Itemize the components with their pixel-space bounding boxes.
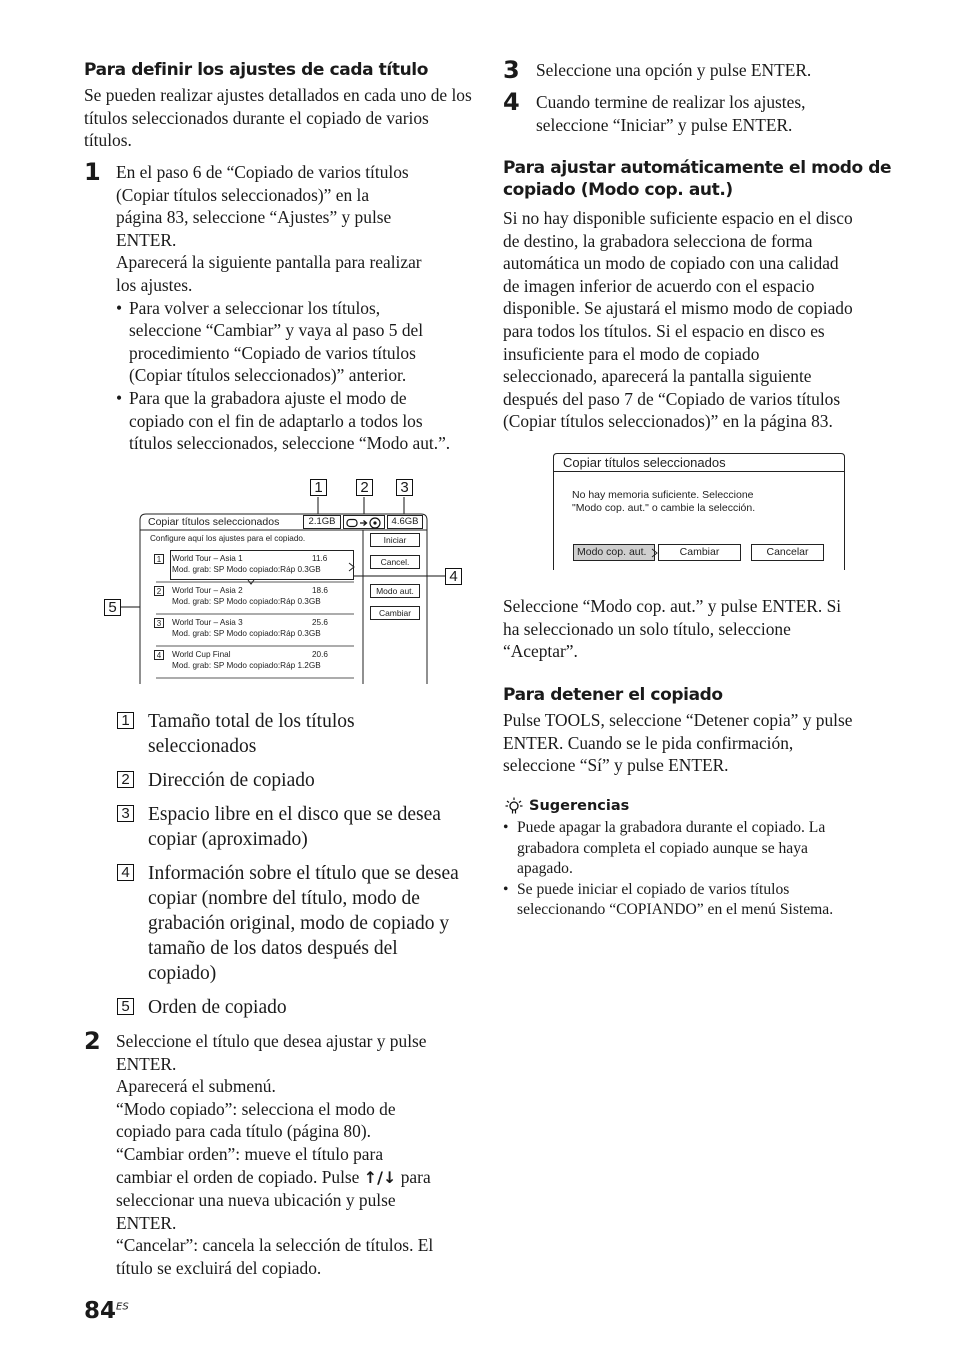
step-1-bullet-1: • Para volver a seleccionar los títulos, seleccione “Cambiar” y vaya al paso 5 del procedimiento “Copiado de varios títulos (Copiar títulos seleccionados)” anterior. <box>116 297 476 387</box>
step-1-bullet-2: • Para que la grabadora ajuste el modo de copiado con el fin de adaptarlo a todos los títulos seleccionados, seleccione “Modo aut.”. <box>116 387 476 455</box>
step-2-number: 2 <box>84 1027 101 1055</box>
callout-2: 2 <box>356 479 373 496</box>
dialog-title: Copiar títulos seleccionados <box>563 455 726 470</box>
modo-cop-aut-button[interactable]: Modo cop. aut. <box>573 544 655 561</box>
callout-1: 1 <box>310 479 327 496</box>
step-1-number: 1 <box>84 158 101 186</box>
lightbulb-icon <box>505 797 523 815</box>
callout-4: 4 <box>445 568 462 585</box>
legend-item-4: 4 Información sobre el título que se desea copiar (nombre del título, modo de grabación original, modo de copiado y tamaño de los datos después del copiado) <box>117 861 472 989</box>
step-2-text: Seleccione el título que desea ajustar y pulse ENTER. Aparecerá el submenú. “Modo copiado”: selecciona el modo de copiado para cada título (página 80). “Cambiar orden”: mueve el título para cambiar el orden de copiado. Pulse ↑/↓ para seleccionar una nueva ubicación y pulse ENTER. “Cancelar”: cancela la selección de títulos. El título se excluirá del copiado. <box>116 1031 434 1278</box>
up-down-arrows-icon: ↑/↓ <box>363 1167 397 1187</box>
copy-settings-screen <box>96 470 476 690</box>
auto-mode-paragraph: Si no hay disponible suficiente espacio en el disco de destino, la grabadora selecciona de forma automática un modo de copiado con una calidad de imagen inferior de acuerdo con el espacio disponible. Se ajustará el mismo modo de copiado para todos los títulos. Si el espacio en disco es insuficiente para el modo de copiado seleccionado, aparecerá la pantalla siguiente después del paso 7 de “Copiado de varios títulos (Copiar títulos seleccionados)” en la página 83. <box>503 208 853 432</box>
tips-title: Sugerencias <box>529 798 630 814</box>
row-arrow-icons <box>246 546 356 586</box>
tip-item-2: • Se puede iniciar el copiado de varios títulos seleccionando “COPIANDO” en el menú Sistema. <box>503 880 903 921</box>
insufficient-space-dialog <box>553 453 845 571</box>
title-row-2[interactable]: 2 World Tour – Asia 2 18.6 Mod. grab: SP Modo copiado:Ráp 0.3GB <box>154 586 354 614</box>
step-3-number: 3 <box>503 56 520 84</box>
auto-mode-title: Para ajustar automáticamente el modo de copiado (Modo cop. aut.) <box>503 158 892 200</box>
title-row-3[interactable]: 3 World Tour – Asia 3 25.6 Mod. grab: SP Modo copiado:Ráp 0.3GB <box>154 618 354 646</box>
step-3-text: Seleccione una opción y pulse ENTER. <box>536 60 812 80</box>
cambiar-dialog-button[interactable]: Cambiar <box>658 544 741 561</box>
legend-item-2: 2 Dirección de copiado <box>117 768 472 794</box>
legend-item-3: 3 Espacio libre en el disco que se desea copiar (aproximado) <box>117 802 472 854</box>
iniciar-button[interactable]: Iniciar <box>370 533 420 547</box>
stop-copy-paragraph: Pulse TOOLS, seleccione “Detener copia” y pulse ENTER. Cuando se le pida confirmación, seleccione “Sí” y pulse ENTER. <box>503 710 853 776</box>
callout-3: 3 <box>396 479 413 496</box>
screen-hint: Configure aquí los ajustes para el copiado. <box>150 534 306 543</box>
step-1-text: En el paso 6 de “Copiado de varios títulos (Copiar títulos seleccionados)” en la página 83, seleccione “Ajustes” y pulse ENTER. Aparecerá la siguiente pantalla para realizar los ajustes. • Para volver a seleccionar los títulos, seleccione “Cambiar” y vaya al paso 5 del procedimiento “Copiado de varios títulos (Copiar títulos seleccionados)” anterior. • Para que la grabadora ajuste el modo de copiado con el fin de adaptarlo a todos los títulos seleccionados, seleccione “Modo aut.”. <box>116 161 476 455</box>
screen-title: Copiar títulos seleccionados <box>148 516 280 528</box>
tips-list <box>503 818 903 921</box>
direction-icon <box>344 516 386 530</box>
copy-direction <box>343 515 385 529</box>
step-4-text: Cuando termine de realizar los ajustes, seleccione “Iniciar” y pulse ENTER. <box>536 92 806 135</box>
title-row-1[interactable]: 1 World Tour – Asia 1 11.6 Mod. grab: SP Modo copiado:Ráp 0.3GB <box>154 554 354 582</box>
page-number: $84^{ES}$ <box>84 1298 129 1324</box>
intro-paragraph: Se pueden realizar ajustes detallados en cada uno de los títulos seleccionados durante el copiado de varios títulos. <box>84 85 472 151</box>
free-space: 4.6GB <box>387 515 423 529</box>
cancel-button[interactable]: Cancel. <box>370 555 420 569</box>
callout-5: 5 <box>104 599 121 616</box>
legend-item-1: 1 Tamaño total de los títulos seleccionados <box>117 709 472 761</box>
after-dialog-paragraph: Seleccione “Modo cop. aut.” y pulse ENTER. Si ha seleccionado un solo título, seleccione “Aceptar”. <box>503 596 842 662</box>
stop-copy-title: Para detener el copiado <box>503 685 723 705</box>
tip-item-1: • Puede apagar la grabadora durante el copiado. La grabadora completa el copiado aunque se haya apagado. <box>503 818 903 880</box>
cancelar-dialog-button[interactable]: Cancelar <box>751 544 824 561</box>
title-row-4[interactable]: 4 World Cup Final 20.6 Mod. grab: SP Modo copiado:Ráp 1.2GB <box>154 650 354 678</box>
cambiar-button[interactable]: Cambiar <box>370 606 420 620</box>
step-4-number: 4 <box>503 88 520 116</box>
section-title-ajustes: Para definir los ajustes de cada título <box>84 60 428 80</box>
total-size: 2.1GB <box>303 515 341 529</box>
legend-item-5: 5 Orden de copiado <box>117 995 472 1021</box>
dialog-message: No hay memoria suficiente. Seleccione "Modo cop. aut." o cambie la selección. <box>572 489 756 514</box>
modo-aut-button[interactable]: Modo aut. <box>370 584 420 598</box>
